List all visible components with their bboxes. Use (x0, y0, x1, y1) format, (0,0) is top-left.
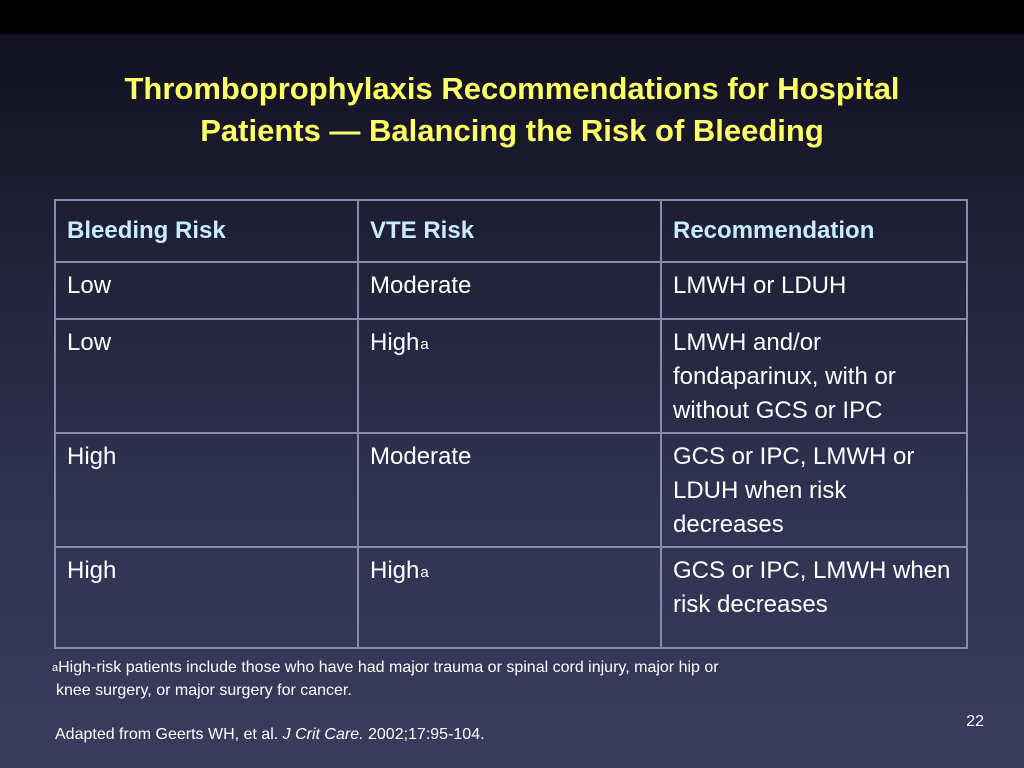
recommendation-cell: LMWH and/or fondaparinux, with or without GCS or IPC (661, 319, 967, 433)
vte-risk-value: High (370, 557, 420, 584)
footnote-marker: a (420, 336, 429, 353)
vte-risk-cell (358, 433, 661, 547)
slide-title-line-2: Patients — Balancing the Risk of Bleeding (200, 113, 824, 148)
top-bar (0, 0, 1024, 34)
page-number: 22 (966, 713, 984, 730)
recommendation-cell: GCS or IPC, LMWH or LDUH when risk decreases (661, 433, 967, 547)
header-bleeding-risk: Bleeding Risk (55, 200, 358, 262)
citation (55, 724, 485, 746)
table-row (55, 433, 967, 547)
recommendation-cell: LMWH or LDUH (661, 262, 967, 319)
slide-title-line-1: Thromboprophylaxis Recommendations for Hospital (124, 71, 900, 106)
vte-risk-cell (358, 547, 661, 648)
recommendation-cell: GCS or IPC, LMWH when risk decreases (661, 547, 967, 648)
footnote (52, 656, 952, 702)
slide-title (0, 68, 1024, 152)
bleeding-risk-cell: Low (55, 262, 358, 319)
bleeding-risk-cell: Low (55, 319, 358, 433)
recommendations-table (54, 199, 968, 649)
footnote-line-1: High-risk patients include those who have had major trauma or spinal cord injury, major hip or (58, 659, 719, 676)
footnote-marker: a (420, 564, 429, 581)
table-row (55, 547, 967, 648)
vte-risk-value: High (370, 329, 420, 356)
citation-suffix: 2002;17:95-104. (363, 726, 485, 743)
table-header-row (55, 200, 967, 262)
vte-risk-cell (358, 319, 661, 433)
footnote-line-2: knee surgery, or major surgery for cancer. (56, 682, 352, 699)
header-recommendation: Recommendation (661, 200, 967, 262)
vte-risk-value: Moderate (370, 443, 472, 470)
header-vte-risk: VTE Risk (358, 200, 661, 262)
bleeding-risk-cell: High (55, 433, 358, 547)
table-row (55, 262, 967, 319)
bleeding-risk-cell: High (55, 547, 358, 648)
footnote-marker: a (52, 662, 59, 674)
vte-risk-value: Moderate (370, 272, 472, 299)
table-row (55, 319, 967, 433)
citation-journal: J Crit Care. (282, 726, 364, 743)
citation-prefix: Adapted from Geerts WH, et al. (55, 726, 283, 743)
vte-risk-cell (358, 262, 661, 319)
